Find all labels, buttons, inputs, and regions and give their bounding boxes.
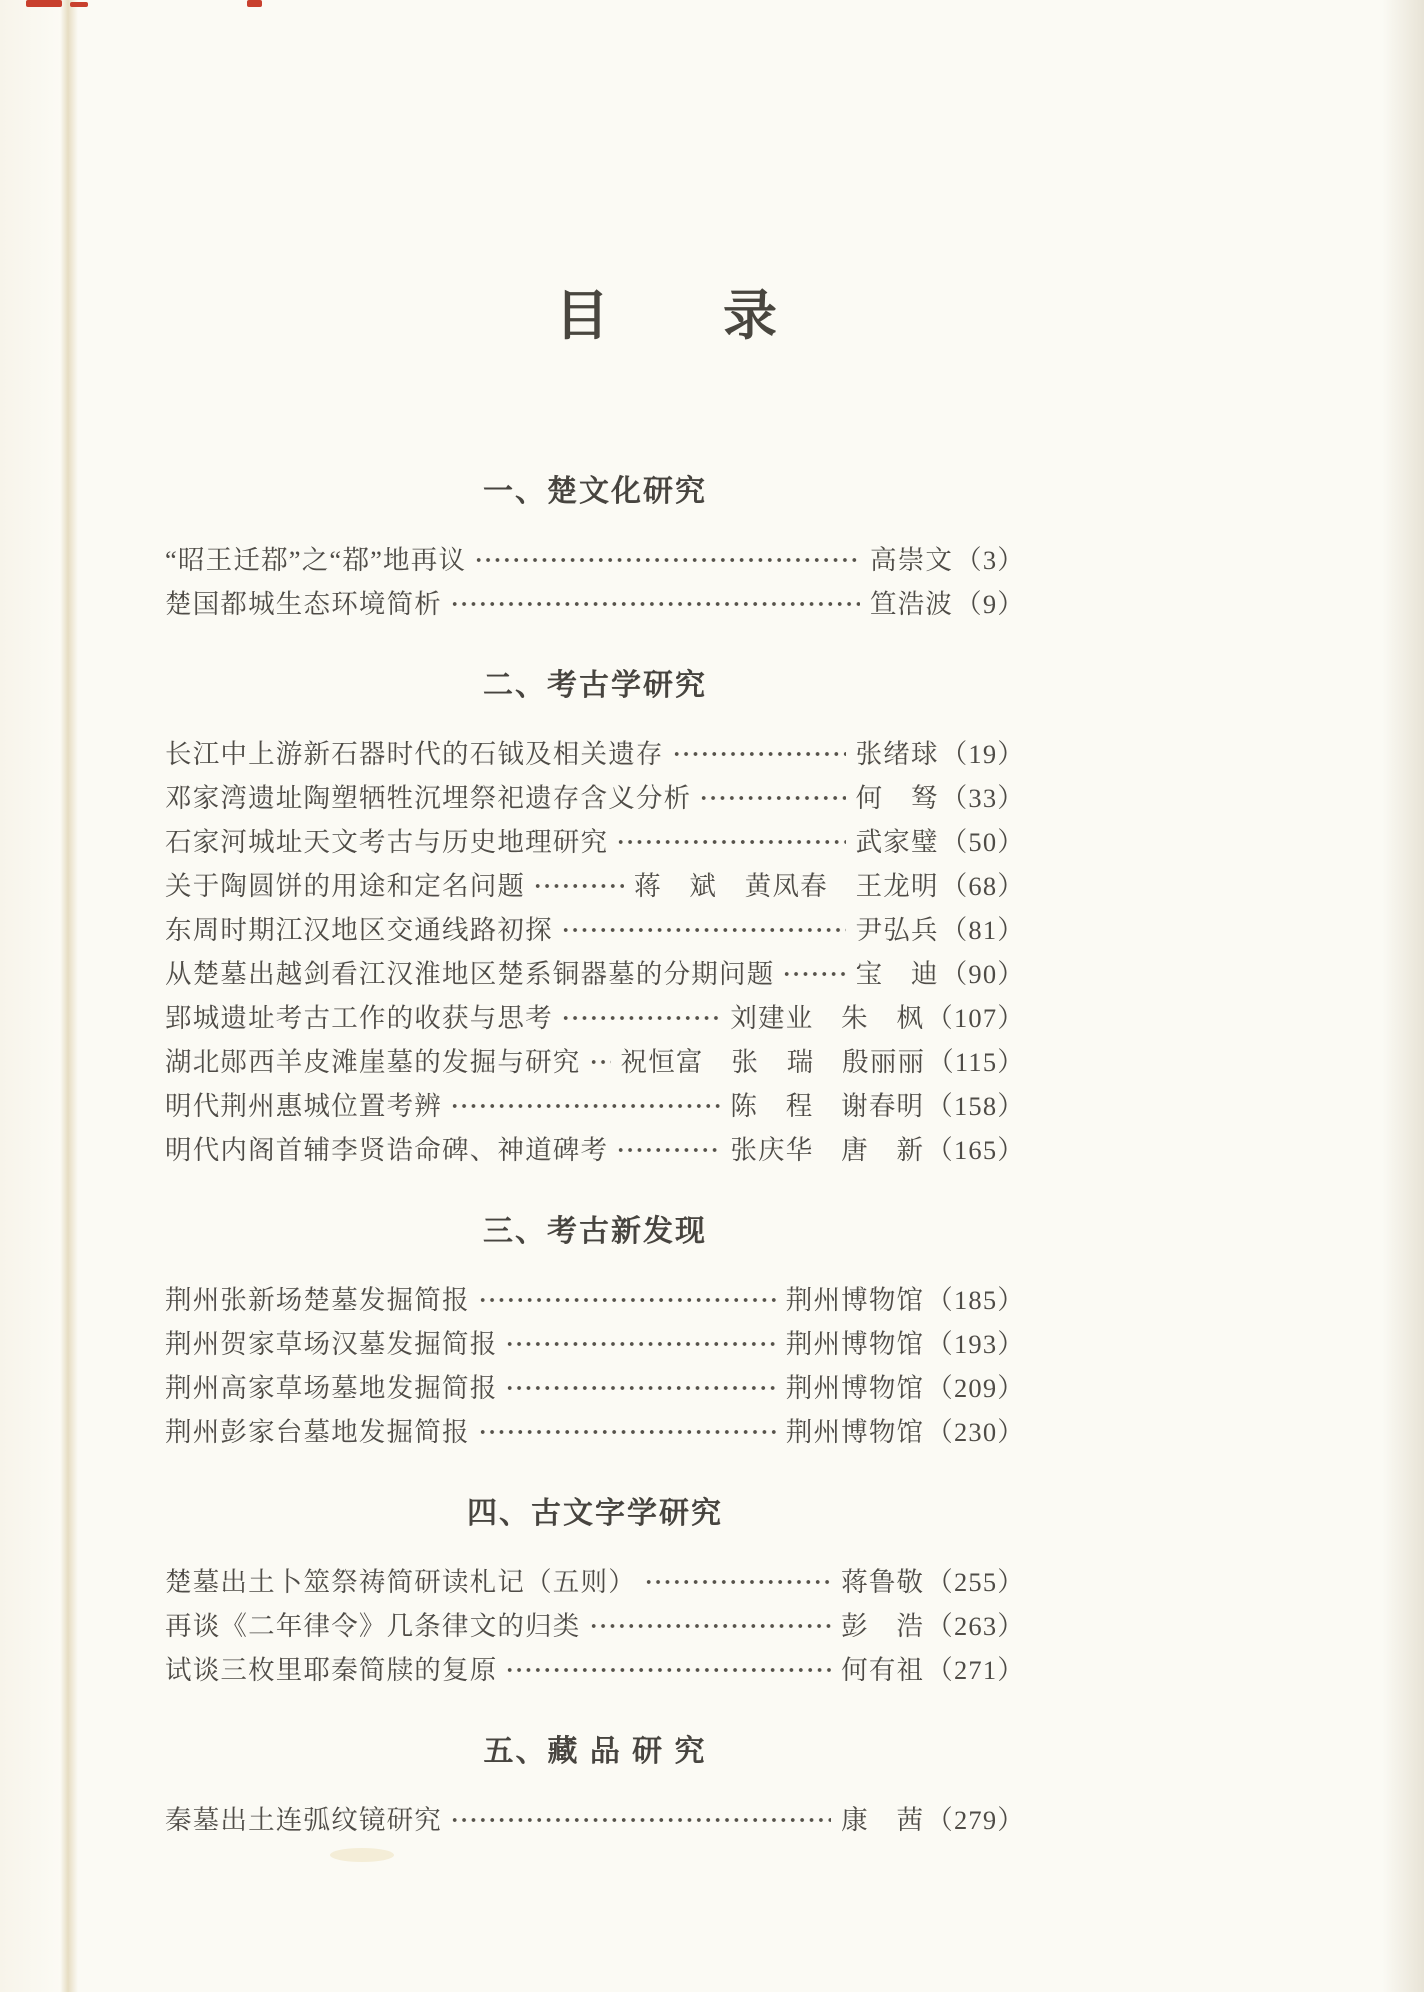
dot-leader [589, 1059, 611, 1065]
page-edge-shadow-right [1382, 0, 1424, 1992]
dot-leader [450, 1817, 831, 1823]
dot-leader [644, 1579, 831, 1585]
dot-leader [782, 971, 845, 977]
entry-authors: 宝 迪 [855, 959, 939, 989]
entry-page-number: （271） [926, 1655, 1025, 1685]
dot-leader [474, 557, 860, 563]
entry-authors: 何 驽 [855, 783, 939, 813]
entry-title: 楚墓出土卜筮祭祷简研读札记（五则） [165, 1567, 636, 1597]
toc-entry [165, 1366, 1025, 1410]
toc-entry [165, 1128, 1025, 1172]
toc-entry [165, 776, 1025, 820]
toc-entry [165, 1560, 1025, 1604]
entry-page-number: （33） [940, 783, 1025, 813]
entry-authors: 荆州博物馆 [785, 1285, 925, 1315]
entry-title: 东周时期江汉地区交通线路初探 [165, 915, 553, 945]
toc-entry [165, 1798, 1025, 1842]
section-header: 四、古文字学研究 [467, 1497, 723, 1530]
section-header: 二、考古学研究 [483, 669, 707, 702]
entry-page-number: （193） [926, 1329, 1025, 1359]
entry-page-number: （81） [940, 915, 1025, 945]
entry-authors: 尹弘兵 [855, 915, 939, 945]
entry-page-number: （115） [927, 1047, 1025, 1077]
entry-title: 荆州贺家草场汉墓发掘简报 [165, 1329, 498, 1359]
entry-page-number: （279） [926, 1805, 1025, 1835]
entry-title: 荆州张新场楚墓发掘简报 [165, 1285, 470, 1315]
entry-page-number: （230） [926, 1417, 1025, 1447]
dot-leader [505, 1341, 775, 1347]
scan-artifact-red-mark [70, 2, 88, 7]
entry-authors: 刘建业 朱 枫 [730, 1003, 925, 1033]
dot-leader [450, 601, 860, 607]
entry-page-number: （50） [940, 827, 1025, 857]
toc-content [165, 0, 1025, 1842]
toc-entry [165, 1084, 1025, 1128]
entry-authors: 荆州博物馆 [785, 1373, 925, 1403]
entry-title: 石家河城址天文考古与历史地理研究 [165, 827, 609, 857]
dot-leader [561, 1015, 721, 1021]
section-header: 五、藏 品 研 究 [483, 1735, 707, 1768]
entry-title: 明代内阁首辅李贤诰命碑、神道碑考 [165, 1135, 609, 1165]
dot-leader [505, 1667, 831, 1673]
page-title: 目 录 [555, 286, 779, 346]
entry-authors: 张绪球 [855, 739, 939, 769]
entry-authors: 祝恒富 张 瑞 殷丽丽 [620, 1047, 926, 1077]
entry-page-number: （158） [926, 1091, 1025, 1121]
entry-authors: 荆州博物馆 [785, 1417, 925, 1447]
entry-authors: 高崇文 [870, 545, 954, 575]
entry-page-number: （209） [926, 1373, 1025, 1403]
entry-title: 关于陶圆饼的用途和定名问题 [165, 871, 526, 901]
entry-authors: 荆州博物馆 [785, 1329, 925, 1359]
toc-entry [165, 864, 1025, 908]
toc-entry [165, 1410, 1025, 1454]
toc-entry [165, 1278, 1025, 1322]
page-binding-crease [60, 0, 78, 1992]
entry-title: 试谈三枚里耶秦简牍的复原 [165, 1655, 498, 1685]
page-edge-shadow-left [0, 0, 62, 1992]
entry-authors: 彭 浩 [841, 1611, 925, 1641]
entry-authors: 康 茜 [841, 1805, 925, 1835]
dot-leader [616, 839, 845, 845]
entry-page-number: （19） [940, 739, 1025, 769]
entry-title: 长江中上游新石器时代的石钺及相关遗存 [165, 739, 664, 769]
toc-entry [165, 820, 1025, 864]
entry-title: 荆州高家草场墓地发掘简报 [165, 1373, 498, 1403]
toc-entry [165, 952, 1025, 996]
dot-leader [478, 1297, 776, 1303]
entry-authors: 何有祖 [841, 1655, 925, 1685]
dot-leader [699, 795, 845, 801]
entry-title: “昭王迁鄀”之“鄀”地再议 [165, 545, 467, 575]
entry-title: 楚国都城生态环境简析 [165, 589, 442, 619]
scan-artifact-smudge [330, 1848, 394, 1862]
toc-sections [165, 472, 1025, 1842]
entry-page-number: （255） [926, 1567, 1025, 1597]
toc-entry [165, 1040, 1025, 1084]
entry-authors: 蒋鲁敬 [841, 1567, 925, 1597]
entry-title: 荆州彭家台墓地发掘简报 [165, 1417, 470, 1447]
dot-leader [589, 1623, 832, 1629]
toc-entry [165, 732, 1025, 776]
entry-page-number: （263） [926, 1611, 1025, 1641]
toc-entry [165, 1648, 1025, 1692]
dot-leader [561, 927, 846, 933]
toc-entry [165, 1604, 1025, 1648]
entry-page-number: （185） [926, 1285, 1025, 1315]
section-header: 三、考古新发现 [483, 1215, 707, 1248]
dot-leader [672, 751, 846, 757]
entry-authors: 陈 程 谢春明 [730, 1091, 925, 1121]
toc-entry [165, 996, 1025, 1040]
dot-leader [533, 883, 624, 889]
entry-page-number: （90） [940, 959, 1025, 989]
entry-title: 湖北郧西羊皮滩崖墓的发掘与研究 [165, 1047, 581, 1077]
entry-authors: 蒋 斌 黄凤春 王龙明 [633, 871, 939, 901]
entry-page-number: （107） [926, 1003, 1025, 1033]
entry-authors: 张庆华 唐 新 [730, 1135, 925, 1165]
entry-title: 邓家湾遗址陶塑牺牲沉埋祭祀遗存含义分析 [165, 783, 692, 813]
entry-page-number: （9） [955, 589, 1025, 619]
dot-leader [616, 1147, 720, 1153]
entry-page-number: （3） [955, 545, 1025, 575]
toc-entry [165, 1322, 1025, 1366]
entry-page-number: （165） [926, 1135, 1025, 1165]
toc-entry [165, 908, 1025, 952]
dot-leader [450, 1103, 720, 1109]
entry-title: 明代荆州惠城位置考辨 [165, 1091, 442, 1121]
entry-authors: 笪浩波 [870, 589, 954, 619]
dot-leader [478, 1429, 776, 1435]
toc-entry [165, 538, 1025, 582]
entry-title: 再谈《二年律令》几条律文的归类 [165, 1611, 581, 1641]
entry-title: 从楚墓出越剑看江汉淮地区楚系铜器墓的分期问题 [165, 959, 775, 989]
dot-leader [505, 1385, 775, 1391]
section-header: 一、楚文化研究 [483, 475, 707, 508]
toc-entry [165, 582, 1025, 626]
scan-artifact-red-mark [26, 0, 62, 7]
entry-title: 郢城遗址考古工作的收获与思考 [165, 1003, 553, 1033]
entry-title: 秦墓出土连弧纹镜研究 [165, 1805, 442, 1835]
entry-authors: 武家璧 [855, 827, 939, 857]
entry-page-number: （68） [940, 871, 1025, 901]
